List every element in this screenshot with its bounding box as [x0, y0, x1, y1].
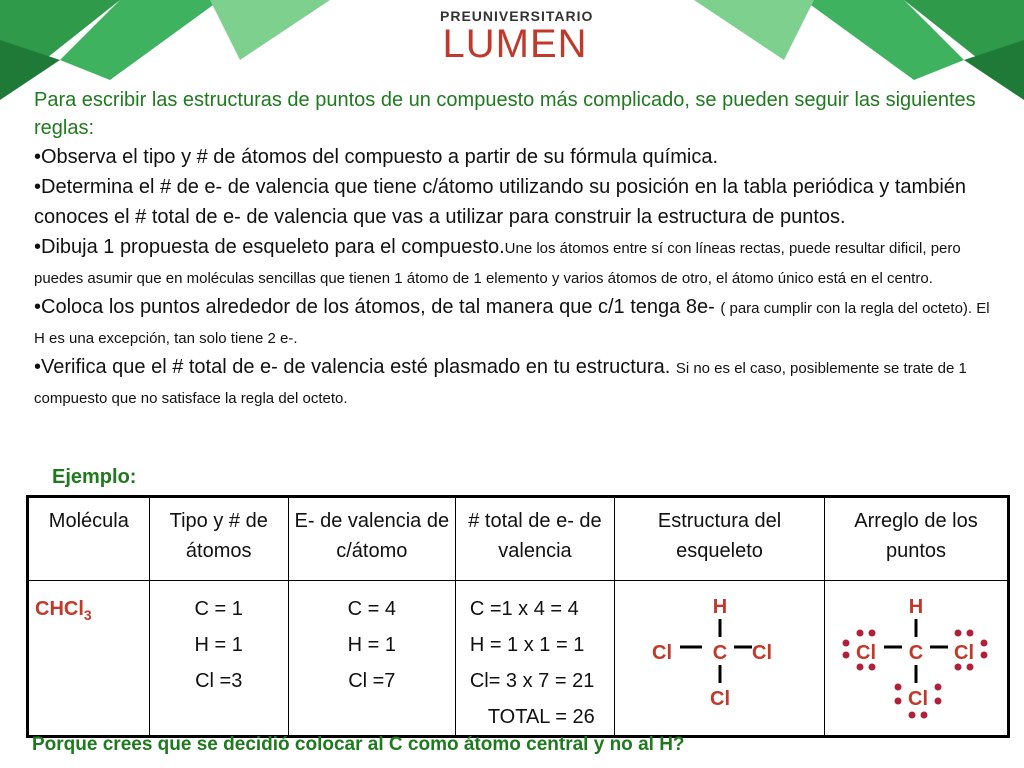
dot-arrangement-cell	[825, 581, 1009, 737]
rule-1: •Observa el tipo y # de átomos del compuesto a partir de su fórmula química.	[34, 146, 719, 168]
header-dot-arrangement: Arreglo de los puntos	[825, 497, 1009, 581]
dot-c: C	[908, 642, 924, 664]
skeleton-structure	[620, 581, 820, 721]
table-row	[28, 581, 1009, 737]
dot-cl-left: Cl	[856, 642, 876, 664]
dot-cl-right: Cl	[954, 642, 974, 664]
rule-5-detail: Si no es el caso, posiblemente se trate de 1 compuesto que no satisface la regla del octeto.	[34, 360, 967, 407]
rule-3-detail: Une los átomos entre sí con líneas rectas, puede resultar dificil, pero puedes asumir que en moléculas sencillas que tienen 1 átomo de 1 elemento y varios átomos de otro, el átomo único está en el centro.	[34, 240, 961, 287]
header-total-valence: # total de e- de valencia	[455, 497, 614, 581]
skeleton-cl-bottom: Cl	[709, 688, 730, 710]
logo	[440, 8, 594, 66]
header-molecule: Molécula	[28, 497, 150, 581]
closing-question: Porque crees que se decidió colocar al C como átomo central y no al H?	[32, 734, 685, 755]
rule-2: •Determina el # de e- de valencia que tiene c/átomo utilizando su posición en la tabla periódica y también conoces el # total de e- de valencia que vas a utilizar para construir la estructura de puntos.	[34, 176, 967, 228]
rule-3: •Dibuja 1 propuesta de esqueleto para el compuesto.Une los átomos entre sí con líneas rectas, puede resultar dificil, pero puedes asumir que en moléculas sencillas que tienen 1 átomo de 1 elemento y varios átomos de otro, el átomo único está en el centro.	[34, 236, 961, 287]
dot-structure	[826, 581, 1006, 721]
dot-h: H	[908, 596, 924, 618]
intro-paragraph: Para escribir las estructuras de puntos de un compuesto más complicado, se pueden seguir las siguientes reglas:	[34, 89, 976, 139]
header-valence: E- de valencia de c/átomo	[288, 497, 455, 581]
logo-subtitle: PREUNIVERSITARIO	[440, 8, 594, 24]
example-table	[26, 495, 1010, 738]
skeleton-c: C	[712, 642, 727, 664]
rules-text	[34, 86, 994, 412]
molecule-cell: CHCl$_3$	[28, 581, 150, 737]
header-atom-types: Tipo y # de átomos	[149, 497, 288, 581]
total-valence-cell: C =1 x 4 = 4 H = 1 x 1 = 1 Cl= 3 x 7 = 21 TOTAL = 26	[455, 581, 614, 737]
table-header-row	[28, 497, 1009, 581]
rule-5: •Verifica que el # total de e- de valencia esté plasmado en tu estructura. Si no es el caso, posiblemente se trate de 1 compuesto que no satisface la regla del octeto.	[34, 356, 967, 407]
skeleton-cl-right: Cl	[751, 642, 772, 664]
skeleton-cell	[615, 581, 825, 737]
rule-4: •Coloca los puntos alrededor de los átomos, de tal manera que c/1 tenga 8e- ( para cumplir con la regla del octeto). El H es una excepción, tan solo tiene 2 e-.	[34, 296, 990, 347]
dot-cl-bottom: Cl	[908, 688, 928, 710]
atom-types-cell: C = 1 H = 1 Cl =3	[149, 581, 288, 737]
example-label: Ejemplo:	[52, 466, 137, 488]
skeleton-cl-left: Cl	[651, 642, 672, 664]
skeleton-h: H	[712, 596, 727, 618]
logo-title: LUMEN	[442, 22, 588, 66]
rule-4-detail: ( para cumplir con la regla del octeto). El H es una excepción, tan solo tiene 2 e-.	[34, 300, 990, 347]
valence-cell: C = 4 H = 1 Cl =7	[288, 581, 455, 737]
header-skeleton: Estructura del esqueleto	[615, 497, 825, 581]
